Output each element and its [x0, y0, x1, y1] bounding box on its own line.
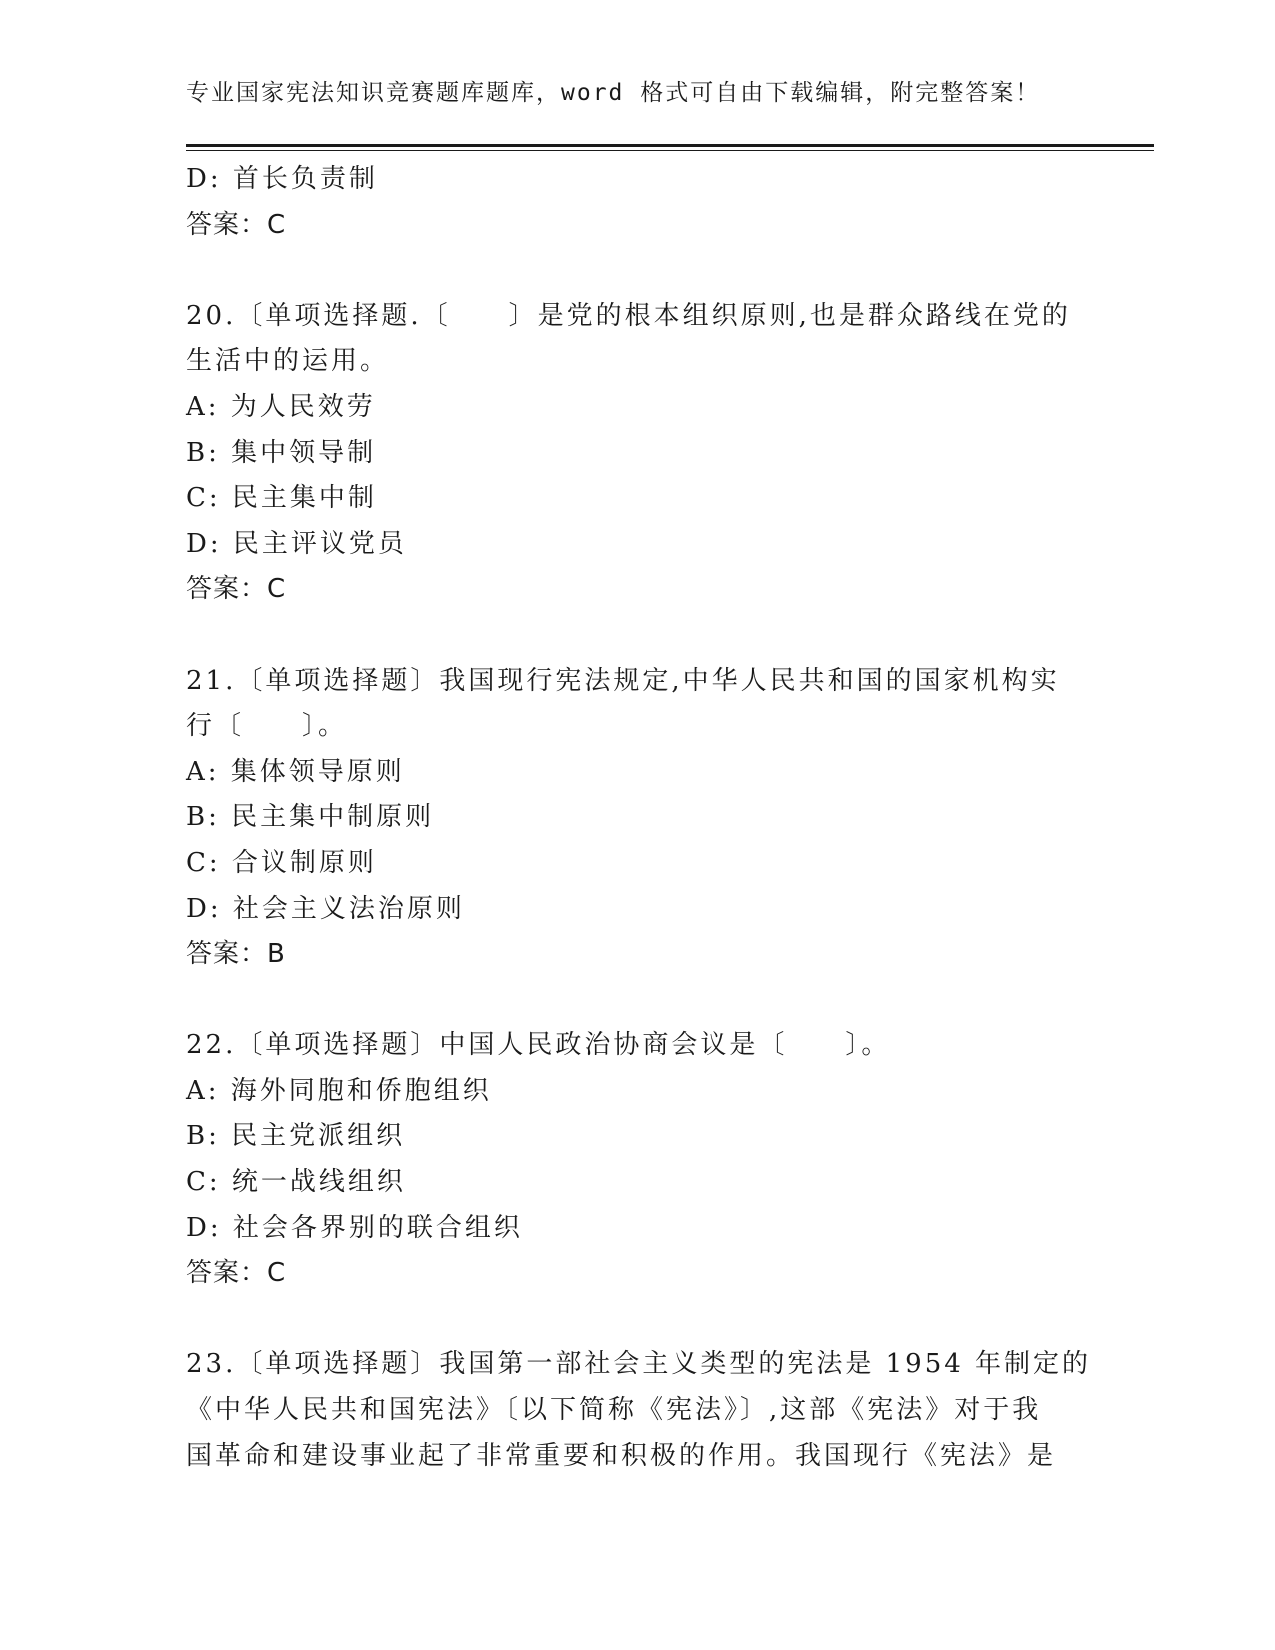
question-line: 《中华人民共和国宪法》〔以下简称《宪法》〕,这部《宪法》对于我	[186, 1395, 1042, 1426]
answer-line: 答案：C	[186, 574, 287, 605]
blank-line	[186, 1297, 1086, 1343]
blank-line	[186, 248, 1086, 294]
option-line: D: 社会各界别的联合组织	[186, 1212, 523, 1243]
option-line: D: 社会主义法治原则	[186, 893, 465, 924]
answer-line: 答案：B	[186, 939, 286, 970]
option-line: D: 首长负责制	[186, 164, 378, 194]
answer-line: 答案：C	[186, 209, 287, 240]
answer-line: 答案：C	[186, 1258, 287, 1289]
question-line: 23.〔单项选择题〕我国第一部社会主义类型的宪法是 1954 年制定的	[186, 1349, 1092, 1380]
option-line: C: 统一战线组织	[186, 1167, 406, 1198]
question-line: 22.〔单项选择题〕中国人民政治协商会议是〔 〕。	[186, 1030, 891, 1061]
option-line: C: 民主集中制	[186, 483, 377, 514]
question-line: 生活中的运用。	[186, 346, 390, 377]
blank-line	[186, 613, 1086, 659]
page-header: 专业国家宪法知识竞赛题库题库，word 格式可自由下载编辑，附完整答案！	[186, 80, 1041, 106]
blank-line	[186, 978, 1086, 1024]
option-line: B: 集中领导制	[186, 437, 377, 468]
option-line: B: 民主党派组织	[186, 1121, 406, 1152]
option-line: C: 合议制原则	[186, 847, 377, 878]
question-line: 20.〔单项选择题.〔 〕是党的根本组织原则,也是群众路线在党的	[186, 300, 1071, 331]
document-body	[186, 157, 1092, 1479]
header-rule-thin	[186, 150, 1154, 151]
question-line: 行〔 〕。	[186, 711, 348, 742]
option-line: B: 民主集中制原则	[186, 802, 435, 833]
question-line: 21.〔单项选择题〕我国现行宪法规定,中华人民共和国的国家机构实	[186, 665, 1060, 696]
question-line: 国革命和建设事业起了非常重要和积极的作用。我国现行《宪法》是	[186, 1440, 1057, 1471]
option-line: A: 为人民效劳	[186, 391, 376, 422]
option-line: A: 海外同胞和侨胞组织	[186, 1075, 492, 1106]
header-rule-thick	[186, 144, 1154, 147]
option-line: A: 集体领导原则	[186, 756, 405, 787]
option-line: D: 民主评议党员	[186, 528, 407, 559]
